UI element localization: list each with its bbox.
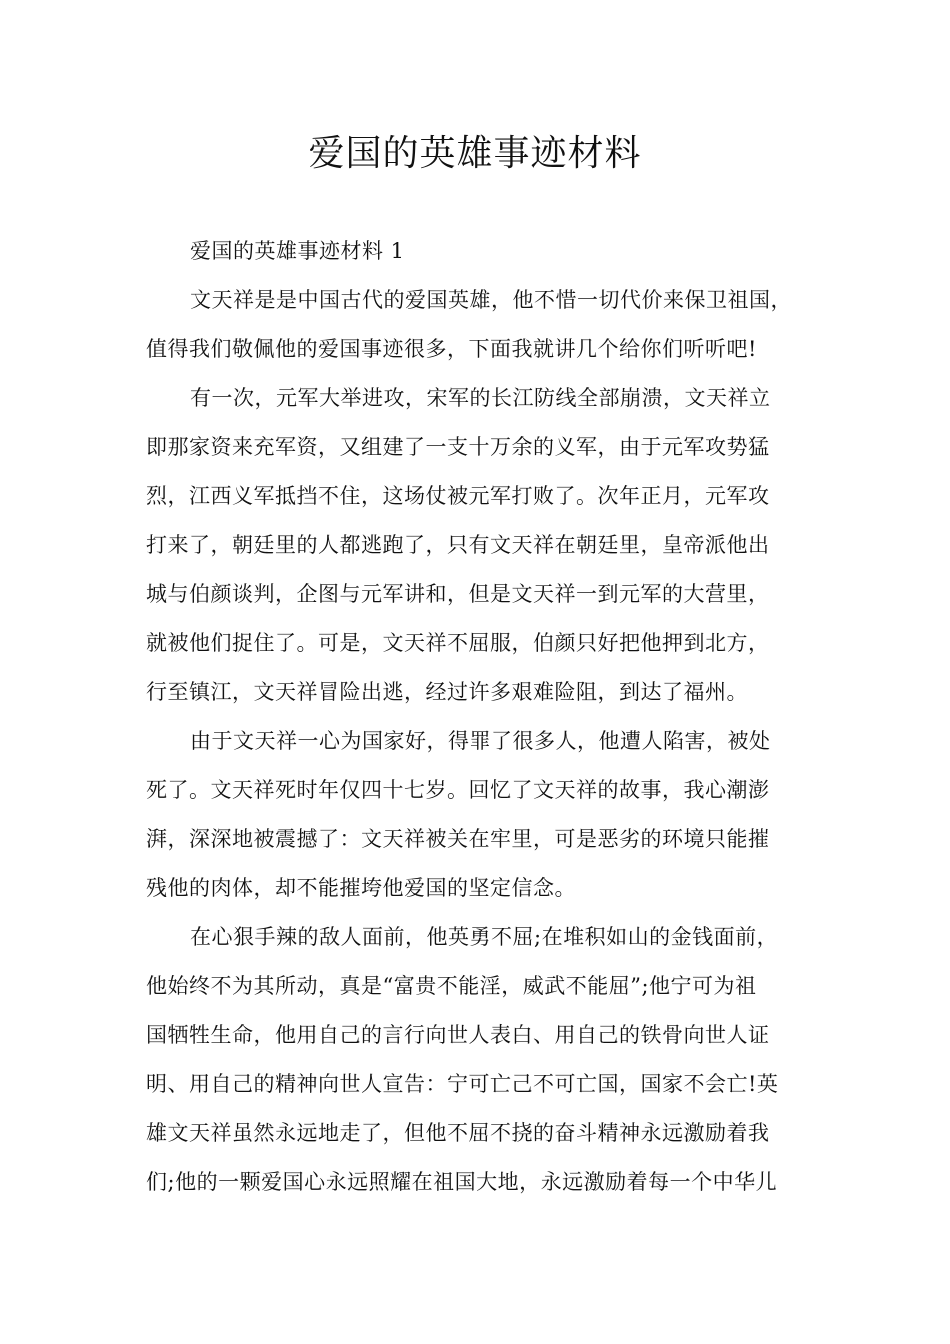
paragraph-line: 雄文天祥虽然永远地走了，但他不屈不挠的奋斗精神永远激励着我	[146, 1121, 770, 1145]
paragraph-line: 明、用自己的精神向世人宣告：宁可亡己不可亡国，国家不会亡!英	[146, 1072, 779, 1096]
paragraph-line: 文天祥是是中国古代的爱国英雄，他不惜一切代价来保卫祖国，	[190, 288, 792, 312]
paragraph-line: 即那家资来充军资，又组建了一支十万余的义军，由于元军攻势猛	[146, 435, 770, 459]
section-heading: 爱国的英雄事迹材料 1	[190, 239, 405, 263]
paragraph-line: 残他的肉体，却不能摧垮他爱国的坚定信念。	[146, 876, 576, 900]
paragraph-line: 他始终不为其所动，真是“富贵不能淫，威武不能屈”;他宁可为祖	[146, 974, 757, 998]
paragraph-line: 们;他的一颗爱国心永远照耀在祖国大地，永远激励着每一个中华儿	[146, 1170, 778, 1194]
paragraph-line: 行至镇江，文天祥冒险出逃，经过许多艰难险阻，到达了福州。	[146, 680, 748, 704]
document-body	[146, 227, 816, 1207]
paragraph-line: 由于文天祥一心为国家好，得罪了很多人，他遭人陷害，被处	[190, 729, 771, 753]
paragraph-line: 值得我们敬佩他的爱国事迹很多，下面我就讲几个给你们听听吧!	[146, 337, 757, 361]
paragraph-line: 有一次，元军大举进攻，宋军的长江防线全部崩溃，文天祥立	[190, 386, 771, 410]
paragraph-line: 湃，深深地被震撼了：文天祥被关在牢里，可是恶劣的环境只能摧	[146, 827, 770, 851]
paragraph-line: 就被他们捉住了。可是，文天祥不屈服，伯颜只好把他押到北方，	[146, 631, 770, 655]
paragraph-line: 死了。文天祥死时年仅四十七岁。回忆了文天祥的故事，我心潮澎	[146, 778, 770, 802]
paragraph-line: 城与伯颜谈判，企图与元军讲和，但是文天祥一到元军的大营里，	[146, 582, 770, 606]
document-title: 爱国的英雄事迹材料	[308, 133, 642, 174]
paragraph-line: 国牺牲生命，他用自己的言行向世人表白、用自己的铁骨向世人证	[146, 1023, 770, 1047]
paragraph-line: 在心狠手辣的敌人面前，他英勇不屈;在堆积如山的金钱面前，	[190, 925, 779, 949]
paragraph-line: 烈，江西义军抵挡不住，这场仗被元军打败了。次年正月，元军攻	[146, 484, 770, 508]
paragraph-line: 打来了，朝廷里的人都逃跑了，只有文天祥在朝廷里，皇帝派他出	[146, 533, 770, 557]
